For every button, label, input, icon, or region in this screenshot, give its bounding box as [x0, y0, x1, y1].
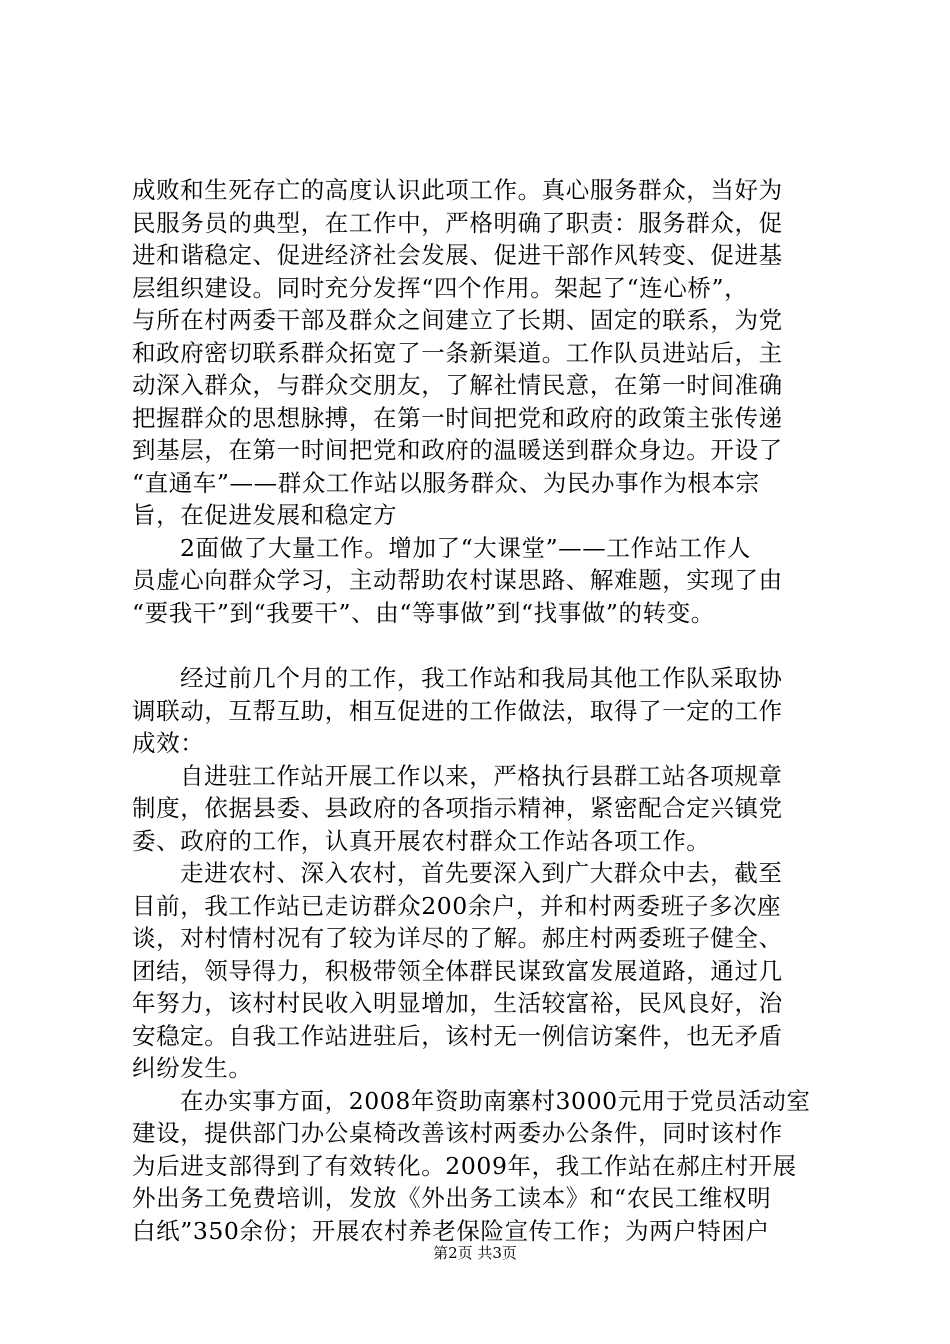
text-line: 为后进支部得到了有效转化。2009年，我工作站在郝庄村开展 — [132, 1151, 797, 1180]
text-line: 把握群众的思想脉搏，在第一时间把党和政府的政策主张传递 — [132, 403, 783, 432]
text-line: 自进驻工作站开展工作以来，严格执行县群工站各项规章 — [180, 761, 783, 790]
text-line: 走进农村、深入农村，首先要深入到广大群众中去，截至 — [180, 859, 783, 887]
paragraph-3 — [132, 662, 832, 760]
text-line: 安稳定。自我工作站进驻后，该村无一例信访案件，也无矛盾 — [132, 1021, 783, 1050]
paragraph-6 — [132, 1085, 832, 1248]
text-line: “直通车”——群众工作站以服务群众、为民办事作为根本宗 — [132, 468, 760, 497]
text-line: 委、政府的工作，认真开展农村群众工作站各项工作。 — [132, 826, 711, 855]
text-line: 制度，依据县委、县政府的各项指示精神，紧密配合定兴镇党 — [132, 794, 783, 822]
text-line: 员虚心向群众学习，主动帮助农村谋思路、解难题，实现了由 — [132, 566, 783, 594]
page-footer — [0, 1243, 950, 1263]
text-line: 谈，对村情村况有了较为详尽的了解。郝庄村两委班子健全、 — [132, 924, 783, 952]
paragraph-5 — [132, 857, 832, 1085]
text-line: 动深入群众，与群众交朋友，了解社情民意，在第一时间准确 — [132, 371, 783, 399]
paragraph-2 — [132, 532, 832, 630]
text-line: 民服务员的典型，在工作中，严格明确了职责：服务群众，促 — [132, 208, 783, 237]
text-line: 年努力，该村村民收入明显增加，生活较富裕，民风良好，治 — [132, 989, 783, 1017]
paragraph-spacer — [132, 629, 832, 662]
text-line: “要我干”到“我要干”、由“等事做”到“找事做”的转变。 — [132, 598, 715, 627]
text-line: 目前，我工作站已走访群众200余户，并和村两委班子多次座 — [132, 891, 782, 920]
text-line: 成败和生死存亡的高度认识此项工作。真心服务群众，当好为 — [132, 176, 783, 204]
page-number-label: 第2页 共3页 — [433, 1244, 517, 1262]
text-line: 外出务工免费培训，发放《外出务工读本》和“农民工维权明 — [132, 1184, 772, 1212]
text-line: 与所在村两委干部及群众之间建立了长期、固定的联系，为党 — [132, 306, 783, 334]
text-line: 2面做了大量工作。增加了“大课堂”——工作站工作人 — [180, 533, 751, 562]
text-line: 和政府密切联系群众拓宽了一条新渠道。工作队员进站后，主 — [132, 338, 783, 367]
text-line: 到基层，在第一时间把党和政府的温暖送到群众身边。开设了 — [132, 436, 783, 464]
text-line: 成效： — [132, 729, 205, 757]
text-line: 建设，提供部门办公桌椅改善该村两委办公条件，同时该村作 — [132, 1119, 783, 1147]
text-line: 进和谐稳定、促进经济社会发展、促进干部作风转变、促进基 — [132, 241, 783, 269]
text-line: 团结，领导得力，积极带领全体群民谋致富发展道路，通过几 — [132, 956, 783, 985]
paragraph-1 — [132, 174, 832, 532]
text-line: 层组织建设。同时充分发挥“四个作用。架起了“连心桥”， — [132, 273, 749, 302]
paragraph-4 — [132, 760, 832, 858]
text-line: 旨，在促进发展和稳定方 — [132, 501, 398, 529]
text-line: 经过前几个月的工作，我工作站和我局其他工作队采取协 — [180, 664, 783, 692]
document-body — [132, 174, 832, 1247]
text-line: 纠纷发生。 — [132, 1054, 253, 1082]
text-line: 白纸”350余份；开展农村养老保险宣传工作；为两户特困户 — [132, 1216, 770, 1245]
text-line: 调联动，互帮互助，相互促进的工作做法，取得了一定的工作 — [132, 696, 783, 725]
text-line: 在办实事方面，2008年资助南寨村3000元用于党员活动室 — [180, 1086, 811, 1115]
